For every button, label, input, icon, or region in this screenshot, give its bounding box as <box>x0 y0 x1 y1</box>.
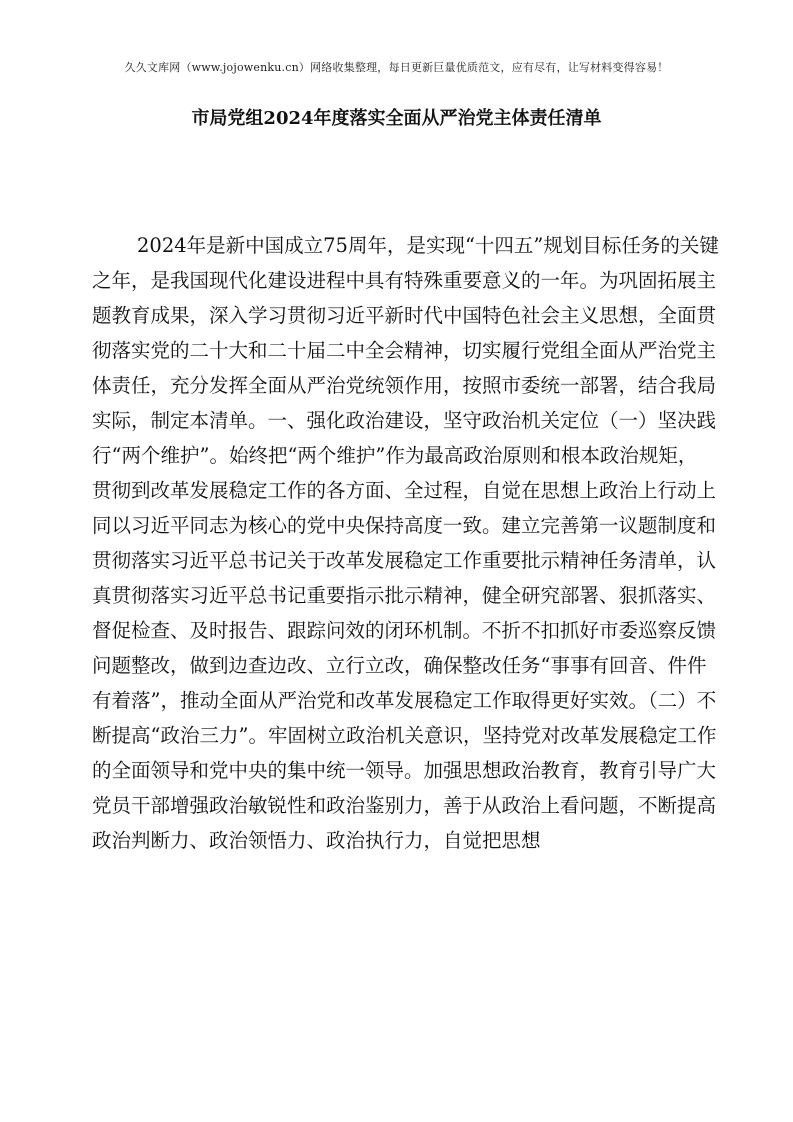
body-line: 贯彻到改革发展稳定工作的各方面、全过程，自觉在思想上政治上行动上 <box>92 479 717 502</box>
body-line: 题教育成果，深入学习贯彻习近平新时代中国特色社会主义思想，全面贯 <box>92 304 717 327</box>
source-header-note: 久久文库网（www.jojowenku.cn）网络收集整理，每日更新巨量优质范文，应有尽有，让写材料变得容易！ <box>124 61 669 74</box>
body-line: 党员干部增强政治敏锐性和政治鉴别力，善于从政治上看问题，不断提高 <box>92 794 717 817</box>
body-paragraph <box>92 228 722 858</box>
document-title: 市局党组2024年度落实全面从严治党主体责任清单 <box>191 108 602 129</box>
body-line: 行“两个维护”。始终把“两个维护”作为最高政治原则和根本政治规矩， <box>92 444 698 467</box>
body-line: 督促检查、及时报告、跟踪问效的闭环机制。不折不扣抓好市委巡察反馈 <box>92 619 717 642</box>
body-line: 实际，制定本清单。一、强化政治建设，坚守政治机关定位（一）坚决践 <box>92 409 717 432</box>
body-line: 问题整改，做到边查边改、立行立改，确保整改任务“事事有回音、件件 <box>92 654 707 677</box>
body-line: 真贯彻落实习近平总书记重要指示批示精神，健全研究部署、狠抓落实、 <box>92 584 717 607</box>
body-line: 体责任，充分发挥全面从严治党统领作用，按照市委统一部署，结合我局 <box>92 374 717 397</box>
body-line: 贯彻落实习近平总书记关于改革发展稳定工作重要批示精神任务清单，认 <box>92 549 717 572</box>
body-line: 同以习近平同志为核心的党中央保持高度一致。建立完善第一议题制度和 <box>92 514 717 537</box>
body-line: 断提高“政治三力”。牢固树立政治机关意识，坚持党对改革发展稳定工作 <box>92 724 717 747</box>
body-line: 之年，是我国现代化建设进程中具有特殊重要意义的一年。为巩固拓展主 <box>92 269 717 292</box>
body-line: 2024年是新中国成立75周年，是实现“十四五”规划目标任务的关键 <box>137 234 719 257</box>
body-line: 彻落实党的二十大和二十届二中全会精神，切实履行党组全面从严治党主 <box>92 339 717 362</box>
body-line: 有着落”，推动全面从严治党和改革发展稳定工作取得更好实效。（二）不 <box>92 689 717 712</box>
body-line: 的全面领导和党中央的集中统一领导。加强思想政治教育，教育引导广大 <box>92 759 717 782</box>
body-line: 政治判断力、政治领悟力、政治执行力，自觉把思想 <box>92 829 541 852</box>
